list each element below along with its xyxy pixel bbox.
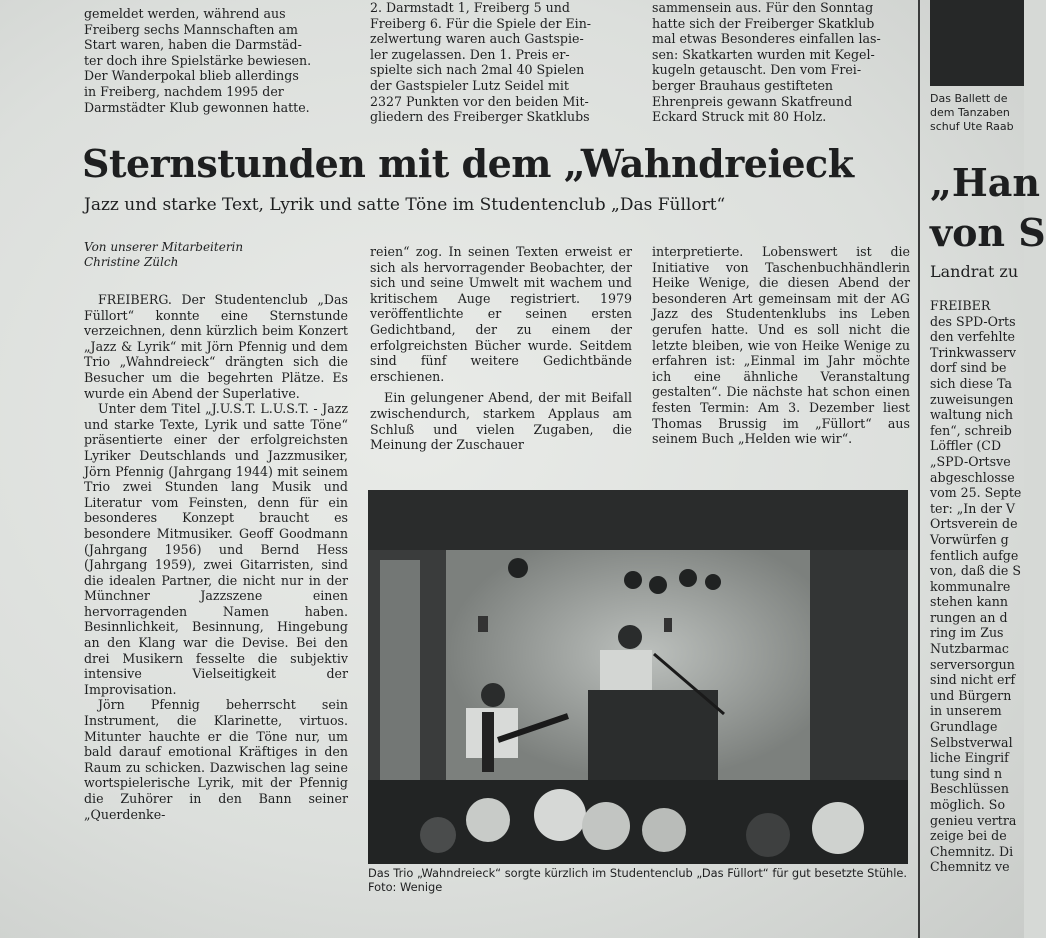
text-line: mal etwas Besonderes einfallen las- [652,31,881,47]
adjacent-headline [930,158,1046,258]
text-line: serversorgun [930,656,1015,672]
text-line: zelwertung waren auch Gastspie- [370,31,584,47]
top-fragment-left [84,6,350,115]
text-line: Freiberg 6. Für die Spiele der Ein- [370,15,592,31]
text-line: Löffler (CD [930,438,1002,454]
text-line: 2. Darmstadt 1, Freiberg 5 und [370,0,570,15]
text-line: tung sind n [930,765,1003,781]
column-divider [918,0,920,938]
paragraph: Jörn Pfennig beherrscht sein Instrument, die Klarinette, virtuos. Mitunter hauchte er die Töne nur, um bald darauf emotional Kräftiges in den Raum zu schicken. Dazwischen lag seine wortspielerische Lyrik, mit der Pfennig die Zuhörer in den Bann seiner „Querdenke- [84,697,348,822]
article-subhead: Jazz und starke Text, Lyrik und satte Töne im Studentenclub „Das Füllort“ [84,195,726,215]
text-line: den verfehlte [930,329,1015,345]
text-line: ring im Zus [930,625,1004,641]
text-line: rungen an d [930,609,1008,625]
article-column-2 [370,244,632,453]
concert-photo [368,490,908,864]
ballet-photo [930,0,1024,86]
text-line: stehen kann [930,594,1009,610]
text-line: Grundlage [930,719,998,735]
paragraph: Unter dem Titel „J.U.S.T. L.U.S.T. - Jazz und starke Texte, Lyrik und satte Töne“ präsentierte einer der erfolgreichsten Lyriker Deutschlands und Jazzmusiker, Jörn Pfennig (Jahrgang 1944) mit seinem Trio zwei Stunden lang Musik und Literatur vom Feinsten, denn für ein besonderes Konzept braucht es besondere Mitmusiker. Geoff Goodmann (Jahrgang 1956) und Bernd Hess (Jahrgang 1959), zwei Gitarristen, sind die idealen Partner, die nicht nur in der Münchner Jazzszene einen hervorragenden Namen haben. Besinnlichkeit, Besinnung, Hingebung an den Klang war die Devise. Bei den drei Musikern fesselte die subjektiv intensive Vielseitigkeit der Improvisation. [84,401,348,697]
text-line: ter doch ihre Spielstärke bewiesen. [84,52,312,68]
text-line: 2327 Punkten vor den beiden Mit- [370,93,589,109]
adjacent-article-column [930,298,1040,875]
adjacent-photo-caption [930,92,1040,134]
caption-line: dem Tanzaben [930,106,1010,119]
byline [84,240,243,270]
text-line: kugeln getauscht. Den vom Frei- [652,62,862,78]
text-line: und Bürgern [930,687,1012,703]
text-line: Der Wanderpokal blieb allerdings [84,68,299,84]
paragraph: Ein gelungener Abend, der mit Beifall zwischendurch, starkem Applaus am Schluß und vielen Zugaben, die Meinung der Zuschauer [370,390,632,453]
headline-line: von S [930,210,1046,255]
text-line: möglich. So [930,797,1006,812]
text-line: spielte sich nach 2mal 40 Spielen [370,62,585,78]
text-line: sind nicht erf [930,672,1016,688]
headline-line: „Han [930,160,1041,205]
top-fragment-right [652,0,910,125]
text-line: liche Eingrif [930,750,1009,766]
paragraph: interpretierte. Lobenswert ist die Initiative von Taschenbuchhändlerin Heike Wenige, die diesen Abend der besonderen Art gemeinsam mit der AG Jazz des Studentenklubs ins Leben gerufen hatte. Und es soll nicht die letzte bleiben, wie von Heike Wenige zu erfahren ist: „Einmal im Jahr möchte ich eine ähnliche Veranstaltung gestalten“. Die nächste hat schon einen festen Termin: Am 3. Dezember liest Thomas Brussig im „Füllort“ aus seinem Buch „Helden wie wir“. [652,244,910,447]
text-line: ler zugelassen. Den 1. Preis er- [370,46,570,62]
text-line: fen“, schreib [930,422,1012,438]
text-line: zeige bei de [930,828,1007,844]
paragraph: reien“ zog. In seinen Texten erweist er sich als hervorragender Beobachter, der sich und seine Umwelt mit wachem und kritischem Auge registriert. 1979 veröffentlichte er seinen ersten Gedichtband, der zu einem der erfolgreichsten Bücher wurde. Seitdem sind fünf weitere Gedichtbände erschienen. [370,244,632,384]
text-line: dorf sind be [930,360,1007,376]
text-line: sammensein aus. Für den Sonntag [652,0,874,15]
text-line: zuweisungen [930,391,1014,407]
top-fragment-middle [370,0,630,125]
text-line: gliedern des Freiberger Skatklubs [370,109,590,125]
text-line: vom 25. Septe [930,485,1022,501]
text-line: Start waren, haben die Darmstäd- [84,37,302,53]
text-line: berger Brauhaus gestifteten [652,77,834,93]
text-line: Freiberg sechs Mannschaften am [84,21,298,37]
text-line: in Freiberg, nachdem 1995 der [84,83,284,99]
paragraph: FREIBERG. Der Studentenclub „Das Füllort“ konnte eine Sternstunde verzeichnen, denn kürzlich beim Konzert „Jazz & Lyrik“ mit Jörn Pfennig und dem Trio „Wahndreieck“ drängten sich die Besucher um die begehrten Plätze. Es wurde ein Abend der Superlative. [84,292,348,401]
text-line: Beschlüssen [930,781,1009,797]
text-line: von, daß die S [930,563,1021,579]
text-line: abgeschlosse [930,469,1015,485]
text-line: gemeldet werden, während aus [84,6,286,21]
text-line: Vorwürfen g [930,531,1009,547]
caption-line: schuf Ute Raab [930,120,1014,133]
caption-line: Das Ballett de [930,92,1008,105]
text-line: ter: „In der V [930,500,1016,516]
text-line: genieu vertra [930,812,1017,828]
text-line: Chemnitz ve [930,859,1010,875]
text-line: der Gastspieler Lutz Seidel mit [370,77,569,93]
text-line: fentlich aufge [930,547,1019,563]
text-line: Chemnitz. Di [930,843,1014,859]
text-line: waltung nich [930,407,1013,423]
photo-caption: Das Trio „Wahndreieck“ sorgte kürzlich im Studentenclub „Das Füllort“ für gut besetzte Stühle. Foto: Wenige [368,866,908,894]
text-line: Ortsverein de [930,516,1018,532]
text-line: des SPD-Orts [930,313,1016,329]
byline-author: Christine Zülch [84,255,179,269]
text-line: sich diese Ta [930,375,1013,391]
article-headline: Sternstunden mit dem „Wahndreieck [82,141,854,186]
text-line: Ehrenpreis gewann Skatfreund [652,93,853,109]
adjacent-subhead: Landrat zu [930,262,1019,281]
article-column-1 [84,292,348,822]
text-line: Trinkwasserv [930,344,1016,360]
text-line: Selbstverwal [930,734,1013,750]
text-line: kommunalre [930,578,1011,594]
text-line: Eckard Struck mit 80 Holz. [652,109,827,125]
text-line: FREIBER [930,298,991,313]
text-line: hatte sich der Freiberger Skatklub [652,15,875,31]
text-line: Darmstädter Klub gewonnen hatte. [84,99,310,115]
article-column-3 [652,244,910,447]
text-line: in unserem [930,703,1002,719]
text-line: sen: Skatkarten wurden mit Kegel- [652,46,875,62]
text-line: „SPD-Ortsve [930,453,1011,469]
byline-line: Von unserer Mitarbeiterin [84,240,244,254]
text-line: Nutzbarmac [930,641,1009,657]
